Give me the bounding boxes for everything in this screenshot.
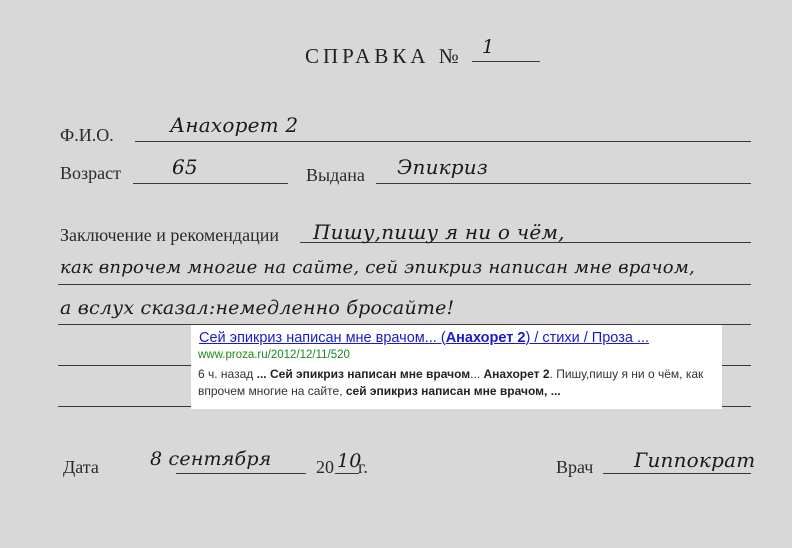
title-label: СПРАВКА № [305,44,463,68]
search-result-snippet [191,325,722,409]
snippet-title-link[interactable]: Сей эпикриз написан мне врачом... (Анахорет 2) / стихи / Проза ... [199,330,650,346]
age-value: 65 [172,155,198,179]
doctor-label: Врач [556,457,594,477]
doctor-line [603,473,751,474]
issued-line [376,183,751,184]
certificate-number: 1 [482,36,495,58]
snippet-url[interactable]: www.proza.ru/2012/12/11/520 [198,349,350,361]
doctor-value: Гиппократ [634,448,756,472]
year-prefix: 20 [316,457,334,477]
year-handwritten: 10 [337,450,362,472]
date-value: 8 сентября [150,448,272,470]
conclusion-text-3: а вслух сказал:немедленно бросайте! [60,297,455,319]
conclusion-text-2: как впрочем многие на сайте, сей эпикриз написан мне врачом, [60,257,695,278]
snippet-text: 6 ч. назад ... Сей эпикриз написан мне врачом... Анахорет 2. Пишу,пишу я ни о чём, как впрочем многие на сайте, сей эпикриз написан мне врачом, ... [198,367,704,398]
conclusion-text-1: Пишу,пишу я ни о чём, [313,220,565,244]
age-label: Возраст [60,163,121,183]
issued-value: Эпикриз [397,155,488,179]
fio-value: Анахорет 2 [170,113,299,137]
conclusion-label: Заключение и рекомендации [60,225,279,245]
conclusion-line-2 [58,284,751,285]
year-line [335,473,359,474]
fio-line [135,141,751,142]
fio-label: Ф.И.О. [60,125,114,145]
issued-label: Выдана [306,165,365,185]
age-line [133,183,288,184]
certificate-title [305,44,463,69]
number-line [472,61,540,62]
date-label: Дата [63,457,99,477]
date-line [176,473,306,474]
year-suffix: г. [358,457,368,477]
